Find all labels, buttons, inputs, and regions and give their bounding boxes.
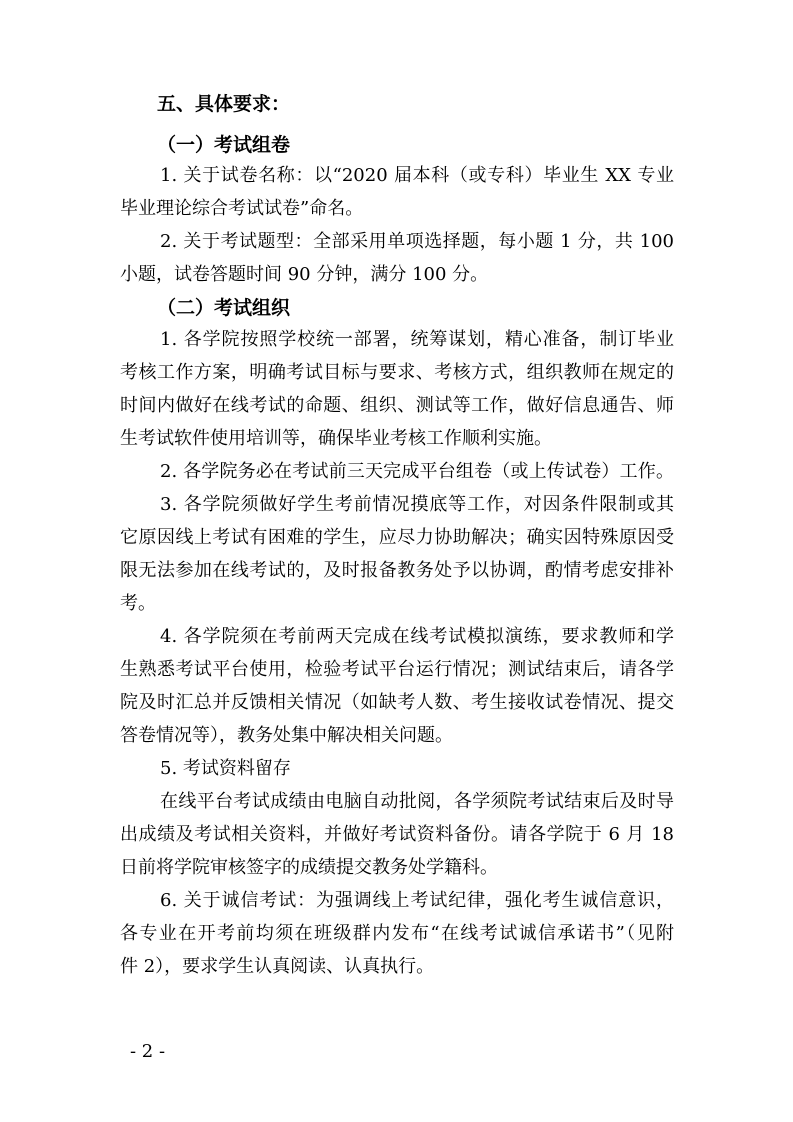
paragraph-line: 它原因线上考试有困难的学生，应尽力协助解决；确实因特殊原因受 <box>120 527 674 548</box>
paragraph-line: 日前将学院审核签字的成绩提交教务处学籍科。 <box>120 857 498 878</box>
paragraph-line: 小题，试卷答题时间 90 分钟，满分 100 分。 <box>120 264 489 285</box>
paragraph-line: 1. 关于试卷名称：以“2020 届本科（或专科）毕业生 XX 专业 <box>160 165 674 186</box>
paragraph-line: 4. 各学院须在考前两天完成在线考试模拟演练，要求教师和学 <box>160 626 674 647</box>
paragraph-line: 在线平台考试成绩由电脑自动批阅，各学须院考试结束后及时导 <box>160 791 674 812</box>
paragraph-line: 限无法参加在线考试的，及时报备教务处予以协调，酌情考虑安排补 <box>120 560 674 581</box>
paragraph-line: 2. 各学院务必在考试前三天完成平台组卷（或上传试卷）工作。 <box>160 461 674 482</box>
paragraph-line: 毕业理论综合考试试卷”命名。 <box>120 198 364 219</box>
paragraph-line: 考核工作方案，明确考试目标与要求、考核方式，组织教师在规定的 <box>120 362 674 383</box>
paragraph-line: 各专业在开考前均须在班级群内发布“在线考试诚信承诺书”（见附 <box>120 923 674 944</box>
paragraph-line: 3. 各学院须做好学生考前情况摸底等工作，对因条件限制或其 <box>160 494 674 515</box>
paragraph-line: 5. 考试资料留存 <box>160 758 291 779</box>
paragraph-line: 院及时汇总并反馈相关情况（如缺考人数、考生接收试卷情况、提交 <box>120 692 674 713</box>
paragraph-line: 时间内做好在线考试的命题、组织、测试等工作，做好信息通告、师 <box>120 395 674 416</box>
paragraph-line: 6. 关于诚信考试：为强调线上考试纪律，强化考生诚信意识， <box>160 890 674 911</box>
section-title: 五、具体要求： <box>157 93 291 115</box>
subsection-title-exam-paper: （一）考试组卷 <box>157 134 291 156</box>
paragraph-line: 2. 关于考试题型：全部采用单项选择题，每小题 1 分，共 100 <box>160 231 674 252</box>
paragraph-line: 出成绩及考试相关资料，并做好考试资料备份。请各学院于 6 月 18 <box>120 824 674 845</box>
paragraph-line: 考。 <box>120 593 156 614</box>
paragraph-line: 1. 各学院按照学校统一部署，统筹谋划，精心准备，制订毕业 <box>160 329 674 350</box>
subsection-title-exam-organization: （二）考试组织 <box>157 297 291 319</box>
page-number: - 2 - <box>130 1041 166 1062</box>
paragraph-line: 生熟悉考试平台使用，检验考试平台运行情况；测试结束后，请各学 <box>120 659 674 680</box>
paragraph-line: 答卷情况等），教务处集中解决相关问题。 <box>120 725 453 746</box>
paragraph-line: 生考试软件使用培训等，确保毕业考核工作顺利实施。 <box>120 428 552 449</box>
paragraph-line: 件 2），要求学生认真阅读、认真执行。 <box>120 956 435 977</box>
